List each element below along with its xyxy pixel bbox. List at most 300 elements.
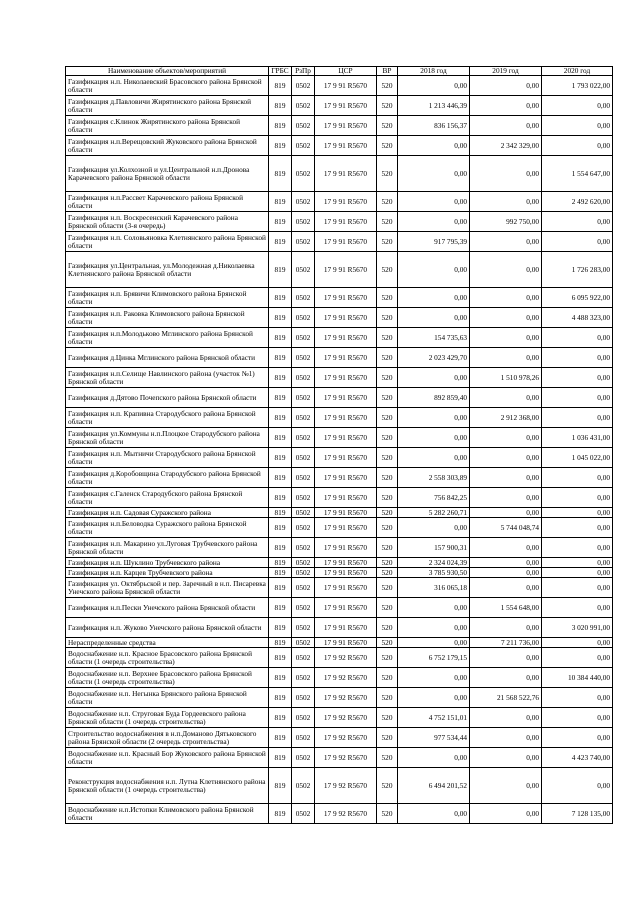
object-name-cell: Газификация н.п. Жуково Унечского района Брянской области [66,618,269,638]
rzpr-cell: 0502 [292,192,315,212]
vr-cell: 520 [377,96,398,116]
object-name-cell: Водоснабжение н.п. Струговая Буда Гордеевского района Брянской области (1 очередь строительства) [66,708,269,728]
year-2018-cell: 0,00 [398,212,470,232]
year-2019-cell: 0,00 [470,728,542,748]
year-2019-cell: 7 211 736,00 [470,638,542,648]
object-name-cell: Газификация н.п.Молодьково Мглинского района Брянской области [66,328,269,348]
table-row [66,728,613,748]
table-row [66,688,613,708]
csr-cell: 17 9 92 R5670 [315,804,377,824]
vr-cell: 520 [377,116,398,136]
year-2019-cell: 0,00 [470,768,542,804]
year-2020-cell: 0,00 [542,116,613,136]
year-2019-cell: 0,00 [470,428,542,448]
year-2020-cell: 0,00 [542,212,613,232]
grbs-cell: 819 [269,508,292,518]
rzpr-cell: 0502 [292,728,315,748]
year-2020-cell: 0,00 [542,348,613,368]
rzpr-cell: 0502 [292,232,315,252]
table-row [66,538,613,558]
year-2020-cell: 1 554 647,00 [542,156,613,192]
rzpr-cell: 0502 [292,768,315,804]
rzpr-cell: 0502 [292,308,315,328]
rzpr-cell: 0502 [292,538,315,558]
year-2019-cell: 0,00 [470,558,542,568]
csr-cell: 17 9 91 R5670 [315,116,377,136]
grbs-cell: 819 [269,252,292,288]
csr-cell: 17 9 92 R5670 [315,748,377,768]
year-2020-cell: 0,00 [542,232,613,252]
table-row [66,136,613,156]
vr-cell: 520 [377,748,398,768]
grbs-cell: 819 [269,648,292,668]
year-2020-cell: 1 793 022,00 [542,76,613,96]
vr-cell: 520 [377,518,398,538]
table-row [66,252,613,288]
object-name-cell: Строительство водоснабжения в н.п.Доманово Дятьковского района Брянской области (2 очередь строительства) [66,728,269,748]
vr-cell: 520 [377,192,398,212]
year-2019-cell: 0,00 [470,708,542,728]
year-2019-cell: 0,00 [470,578,542,598]
vr-cell: 520 [377,232,398,252]
table-row [66,488,613,508]
year-2020-cell: 0,00 [542,648,613,668]
year-2018-cell: 0,00 [398,428,470,448]
object-name-cell: Газификация н.п. Крапивна Стародубского района Брянской области [66,408,269,428]
year-2018-cell: 977 534,44 [398,728,470,748]
vr-cell: 520 [377,156,398,192]
grbs-cell: 819 [269,448,292,468]
table-row [66,518,613,538]
year-2019-cell: 21 568 522,76 [470,688,542,708]
rzpr-cell: 0502 [292,804,315,824]
grbs-cell: 819 [269,388,292,408]
vr-cell: 520 [377,598,398,618]
rzpr-cell: 0502 [292,568,315,578]
grbs-cell: 819 [269,308,292,328]
vr-cell: 520 [377,728,398,748]
year-2019-cell: 0,00 [470,288,542,308]
year-2020-cell: 1 036 431,00 [542,428,613,448]
year-2019-cell: 0,00 [470,468,542,488]
year-2018-cell: 316 065,18 [398,578,470,598]
grbs-cell: 819 [269,468,292,488]
header-cell: ВР [377,67,398,76]
year-2020-cell: 10 384 440,00 [542,668,613,688]
year-2019-cell: 0,00 [470,192,542,212]
year-2018-cell: 0,00 [398,308,470,328]
table-body [66,76,613,824]
year-2019-cell: 0,00 [470,668,542,688]
year-2019-cell: 1 510 978,26 [470,368,542,388]
grbs-cell: 819 [269,156,292,192]
year-2020-cell: 4 423 740,00 [542,748,613,768]
year-2020-cell: 0,00 [542,408,613,428]
table-row [66,408,613,428]
csr-cell: 17 9 91 R5670 [315,448,377,468]
year-2018-cell: 0,00 [398,688,470,708]
year-2018-cell: 0,00 [398,638,470,648]
csr-cell: 17 9 91 R5670 [315,578,377,598]
grbs-cell: 819 [269,688,292,708]
grbs-cell: 819 [269,708,292,728]
table-row [66,768,613,804]
rzpr-cell: 0502 [292,96,315,116]
table-row [66,368,613,388]
csr-cell: 17 9 92 R5670 [315,688,377,708]
grbs-cell: 819 [269,668,292,688]
object-name-cell: Газификация н.п. Мытничи Стародубского района Брянской области [66,448,269,468]
vr-cell: 520 [377,768,398,804]
rzpr-cell: 0502 [292,598,315,618]
object-name-cell: Газификация н.п. Раковка Климовского района Брянской области [66,308,269,328]
grbs-cell: 819 [269,768,292,804]
year-2019-cell: 0,00 [470,156,542,192]
table-row [66,388,613,408]
grbs-cell: 819 [269,136,292,156]
csr-cell: 17 9 91 R5670 [315,638,377,648]
grbs-cell: 819 [269,288,292,308]
table-row [66,116,613,136]
table-header-row [66,67,613,76]
year-2019-cell: 0,00 [470,328,542,348]
object-name-cell: Газификация н.п. Садовая Суражского района [66,508,269,518]
object-name-cell: Газификация д.Коробовщина Стародубского района Брянской области [66,468,269,488]
year-2018-cell: 836 156,37 [398,116,470,136]
object-name-cell: Газификация н.п. Соловьяновка Клетнянского района Брянской области [66,232,269,252]
year-2019-cell: 5 744 048,74 [470,518,542,538]
year-2020-cell: 0,00 [542,518,613,538]
object-name-cell: Газификация д.Павловичи Жирятинского района Брянской области [66,96,269,116]
year-2019-cell: 0,00 [470,488,542,508]
csr-cell: 17 9 91 R5670 [315,568,377,578]
vr-cell: 520 [377,508,398,518]
object-name-cell: Газификация н.п.Верещовский Жуковского района Брянской области [66,136,269,156]
year-2019-cell: 0,00 [470,448,542,468]
year-2019-cell: 1 554 648,00 [470,598,542,618]
year-2019-cell: 2 912 368,00 [470,408,542,428]
object-name-cell: Реконструкция водоснабжения н.п. Лутна Клетнянского района Брянской области (1 очередь строительства) [66,768,269,804]
grbs-cell: 819 [269,538,292,558]
object-name-cell: Водоснабжение н.п. Красное Брасовского района Брянской области (1 очередь строительства) [66,648,269,668]
vr-cell: 520 [377,368,398,388]
grbs-cell: 819 [269,348,292,368]
object-name-cell: Газификация н.п. Макарино ул.Луговая Трубчевского района Брянской области [66,538,269,558]
csr-cell: 17 9 91 R5670 [315,388,377,408]
table-row [66,618,613,638]
year-2018-cell: 2 023 429,70 [398,348,470,368]
csr-cell: 17 9 92 R5670 [315,768,377,804]
budget-table [65,66,613,824]
csr-cell: 17 9 92 R5670 [315,668,377,688]
rzpr-cell: 0502 [292,348,315,368]
csr-cell: 17 9 92 R5670 [315,648,377,668]
year-2020-cell: 0,00 [542,728,613,748]
year-2018-cell: 0,00 [398,618,470,638]
year-2018-cell: 0,00 [398,804,470,824]
table-row [66,468,613,488]
vr-cell: 520 [377,408,398,428]
grbs-cell: 819 [269,116,292,136]
rzpr-cell: 0502 [292,388,315,408]
object-name-cell: Газификация ул. Октябрьской и пер. Заречный в н.п. Писаревка Унечского района Брянской области [66,578,269,598]
vr-cell: 520 [377,252,398,288]
year-2019-cell: 0,00 [470,748,542,768]
grbs-cell: 819 [269,728,292,748]
year-2020-cell: 0,00 [542,468,613,488]
grbs-cell: 819 [269,488,292,508]
year-2019-cell: 0,00 [470,116,542,136]
year-2020-cell: 3 020 991,00 [542,618,613,638]
grbs-cell: 819 [269,232,292,252]
rzpr-cell: 0502 [292,252,315,288]
rzpr-cell: 0502 [292,136,315,156]
csr-cell: 17 9 91 R5670 [315,348,377,368]
object-name-cell: Газификация н.п.Рассвет Карачевского района Брянской области [66,192,269,212]
rzpr-cell: 0502 [292,288,315,308]
year-2018-cell: 0,00 [398,518,470,538]
object-name-cell: Газификация н.п. Карцев Трубчевского района [66,568,269,578]
grbs-cell: 819 [269,748,292,768]
csr-cell: 17 9 91 R5670 [315,538,377,558]
year-2018-cell: 4 752 151,01 [398,708,470,728]
table-row [66,648,613,668]
year-2019-cell: 0,00 [470,648,542,668]
year-2018-cell: 756 842,25 [398,488,470,508]
vr-cell: 520 [377,804,398,824]
year-2018-cell: 3 785 930,50 [398,568,470,578]
table-row [66,96,613,116]
year-2020-cell: 0,00 [542,488,613,508]
vr-cell: 520 [377,348,398,368]
year-2020-cell: 0,00 [542,768,613,804]
object-name-cell: Водоснабжение н.п. Красный Бор Жуковского района Брянской области [66,748,269,768]
year-2018-cell: 0,00 [398,76,470,96]
rzpr-cell: 0502 [292,748,315,768]
rzpr-cell: 0502 [292,518,315,538]
object-name-cell: Газификация с.Галенск Стародубского района Брянской области [66,488,269,508]
rzpr-cell: 0502 [292,156,315,192]
rzpr-cell: 0502 [292,708,315,728]
csr-cell: 17 9 91 R5670 [315,468,377,488]
vr-cell: 520 [377,668,398,688]
csr-cell: 17 9 91 R5670 [315,308,377,328]
rzpr-cell: 0502 [292,618,315,638]
rzpr-cell: 0502 [292,488,315,508]
year-2020-cell: 1 726 283,00 [542,252,613,288]
year-2020-cell: 0,00 [542,598,613,618]
year-2018-cell: 2 324 024,39 [398,558,470,568]
year-2020-cell: 0,00 [542,508,613,518]
year-2019-cell: 0,00 [470,388,542,408]
year-2019-cell: 0,00 [470,538,542,558]
vr-cell: 520 [377,488,398,508]
rzpr-cell: 0502 [292,638,315,648]
header-cell: Наименование объектов/мероприятий [66,67,269,76]
csr-cell: 17 9 91 R5670 [315,428,377,448]
grbs-cell: 819 [269,578,292,598]
year-2019-cell: 0,00 [470,618,542,638]
year-2018-cell: 2 558 303,89 [398,468,470,488]
grbs-cell: 819 [269,638,292,648]
year-2018-cell: 157 900,31 [398,538,470,558]
vr-cell: 520 [377,638,398,648]
rzpr-cell: 0502 [292,428,315,448]
table-row [66,288,613,308]
vr-cell: 520 [377,568,398,578]
table-row [66,804,613,824]
csr-cell: 17 9 91 R5670 [315,408,377,428]
year-2018-cell: 1 213 446,39 [398,96,470,116]
table-row [66,308,613,328]
table-row [66,212,613,232]
object-name-cell: Нераспределенные средства [66,638,269,648]
vr-cell: 520 [377,288,398,308]
grbs-cell: 819 [269,328,292,348]
csr-cell: 17 9 91 R5670 [315,488,377,508]
rzpr-cell: 0502 [292,558,315,568]
vr-cell: 520 [377,428,398,448]
year-2020-cell: 0,00 [542,568,613,578]
year-2019-cell: 0,00 [470,232,542,252]
year-2018-cell: 0,00 [398,408,470,428]
header-cell: ЦСР [315,67,377,76]
table-row [66,668,613,688]
vr-cell: 520 [377,648,398,668]
grbs-cell: 819 [269,518,292,538]
rzpr-cell: 0502 [292,668,315,688]
table-row [66,192,613,212]
year-2019-cell: 0,00 [470,804,542,824]
grbs-cell: 819 [269,804,292,824]
vr-cell: 520 [377,468,398,488]
year-2019-cell: 0,00 [470,348,542,368]
year-2020-cell: 0,00 [542,708,613,728]
year-2020-cell: 0,00 [542,538,613,558]
vr-cell: 520 [377,328,398,348]
rzpr-cell: 0502 [292,212,315,232]
csr-cell: 17 9 91 R5670 [315,252,377,288]
table-row [66,638,613,648]
csr-cell: 17 9 91 R5670 [315,136,377,156]
table-row [66,708,613,728]
rzpr-cell: 0502 [292,408,315,428]
object-name-cell: Газификация н.п.Пески Унечского района Брянской области [66,598,269,618]
year-2020-cell: 0,00 [542,96,613,116]
object-name-cell: Газификация н.п. Николаевский Брасовского района Брянской области [66,76,269,96]
rzpr-cell: 0502 [292,448,315,468]
year-2018-cell: 0,00 [398,748,470,768]
year-2019-cell: 992 750,00 [470,212,542,232]
table-row [66,568,613,578]
csr-cell: 17 9 92 R5670 [315,708,377,728]
csr-cell: 17 9 91 R5670 [315,558,377,568]
table-row [66,598,613,618]
year-2018-cell: 0,00 [398,368,470,388]
year-2019-cell: 0,00 [470,96,542,116]
vr-cell: 520 [377,708,398,728]
year-2018-cell: 892 859,40 [398,388,470,408]
object-name-cell: Газификация н.п. Шуклино Трубчевского района [66,558,269,568]
year-2018-cell: 0,00 [398,252,470,288]
object-name-cell: Газификация ул.Колхозной и ул.Центральной н.п.Дронова Карачевского района Брянской области [66,156,269,192]
grbs-cell: 819 [269,212,292,232]
vr-cell: 520 [377,538,398,558]
year-2019-cell: 0,00 [470,308,542,328]
grbs-cell: 819 [269,598,292,618]
year-2018-cell: 0,00 [398,668,470,688]
rzpr-cell: 0502 [292,116,315,136]
header-cell: 2019 год [470,67,542,76]
year-2020-cell: 0,00 [542,388,613,408]
year-2019-cell: 0,00 [470,252,542,288]
year-2020-cell: 0,00 [542,688,613,708]
vr-cell: 520 [377,558,398,568]
vr-cell: 520 [377,212,398,232]
year-2020-cell: 0,00 [542,368,613,388]
csr-cell: 17 9 91 R5670 [315,156,377,192]
vr-cell: 520 [377,618,398,638]
object-name-cell: Газификация д.Дятово Почепского района Брянской области [66,388,269,408]
table-row [66,748,613,768]
vr-cell: 520 [377,578,398,598]
year-2020-cell: 2 492 620,00 [542,192,613,212]
grbs-cell: 819 [269,76,292,96]
object-name-cell: Газификация н.п.Беловодка Суражского района Брянской области [66,518,269,538]
csr-cell: 17 9 92 R5670 [315,728,377,748]
table-row [66,428,613,448]
csr-cell: 17 9 91 R5670 [315,232,377,252]
table-row [66,558,613,568]
year-2020-cell: 1 045 022,00 [542,448,613,468]
rzpr-cell: 0502 [292,578,315,598]
csr-cell: 17 9 91 R5670 [315,508,377,518]
year-2020-cell: 0,00 [542,136,613,156]
rzpr-cell: 0502 [292,368,315,388]
year-2018-cell: 0,00 [398,136,470,156]
table-row [66,76,613,96]
table-row [66,232,613,252]
vr-cell: 520 [377,136,398,156]
year-2018-cell: 0,00 [398,288,470,308]
year-2018-cell: 6 752 179,15 [398,648,470,668]
object-name-cell: Водоснабжение н.п. Негынка Брянского района Брянской области [66,688,269,708]
table-row [66,348,613,368]
object-name-cell: Газификация н.п. Брявичи Климовского района Брянской области [66,288,269,308]
csr-cell: 17 9 91 R5670 [315,96,377,116]
csr-cell: 17 9 91 R5670 [315,76,377,96]
year-2020-cell: 0,00 [542,328,613,348]
table-row [66,508,613,518]
header-cell: 2020 год [542,67,613,76]
csr-cell: 17 9 91 R5670 [315,368,377,388]
csr-cell: 17 9 91 R5670 [315,192,377,212]
table-row [66,448,613,468]
year-2020-cell: 0,00 [542,558,613,568]
year-2020-cell: 4 488 323,00 [542,308,613,328]
grbs-cell: 819 [269,408,292,428]
rzpr-cell: 0502 [292,468,315,488]
table-row [66,578,613,598]
vr-cell: 520 [377,388,398,408]
vr-cell: 520 [377,76,398,96]
object-name-cell: Газификация с.Клинок Жирятинского района Брянской области [66,116,269,136]
year-2020-cell: 0,00 [542,578,613,598]
object-name-cell: Газификация н.п.Селище Навлинского района (участок №1) Брянской области [66,368,269,388]
year-2018-cell: 5 282 260,71 [398,508,470,518]
year-2019-cell: 0,00 [470,568,542,578]
rzpr-cell: 0502 [292,688,315,708]
